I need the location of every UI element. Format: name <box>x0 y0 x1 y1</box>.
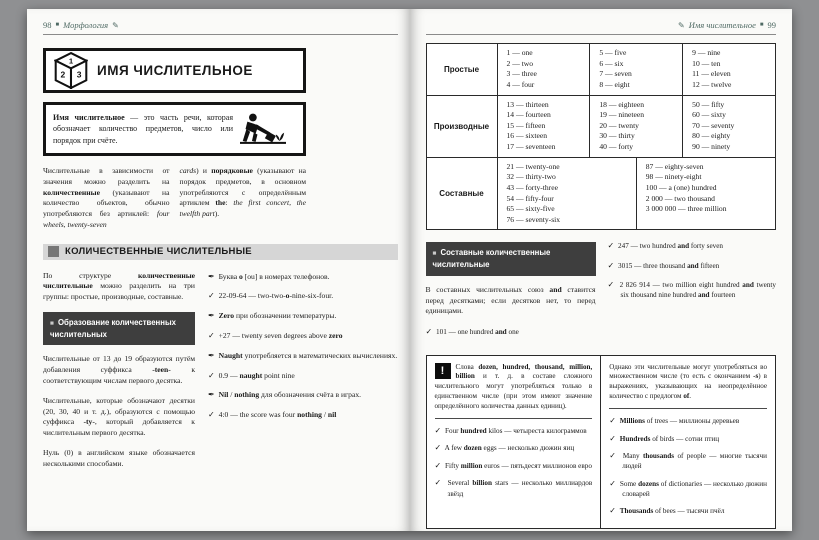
numeral-entry: 11 — eleven <box>692 69 731 79</box>
check-icon: ✓ <box>609 506 616 516</box>
paragraph: Числительные, которые обозначают десятки (20, 30, 40 и т. д.), образуются с помощью суффикса -ty-, который добавляется к числительным первого десятка. <box>43 395 195 438</box>
numeral-entry: 4 — four <box>506 79 535 89</box>
numeral-entry: 14 — fourteen <box>506 110 551 120</box>
numeral-entry: 80 — eighty <box>692 131 731 141</box>
chapter-title-box <box>43 48 306 93</box>
check-icon: ✓ <box>609 478 617 488</box>
svg-text:3: 3 <box>76 69 82 80</box>
small-square-icon: ■ <box>432 250 437 258</box>
compound-example <box>426 326 596 337</box>
example-item: ✓ Four hundred kilos — четыреста килограммов <box>434 426 587 436</box>
check-icon: ✓ <box>434 478 443 488</box>
numeral-entry: 76 — seventy-six <box>506 214 561 224</box>
numeral-entry: 3 — three <box>506 69 537 79</box>
numeral-entry: 21 — twenty-one <box>506 161 560 171</box>
example-item: ✓ +27 — twenty seven degrees above zero <box>208 331 343 341</box>
numeral-entry: 12 — twelve <box>692 79 732 89</box>
page-number: 98 <box>43 20 52 30</box>
numeral-entry: 7 — seven <box>599 69 632 79</box>
numeral-entry: 32 — thirty-two <box>506 172 556 182</box>
running-title: Имя числительное <box>688 20 756 30</box>
check-icon: ✓ <box>609 416 616 426</box>
paragraph: По структуре количественные числительные можно разделить на три группы: простые, производные, составные. <box>43 270 195 302</box>
table-row <box>427 95 776 157</box>
numeral-entry: 2 — two <box>506 58 534 68</box>
example-item: ✓ Fifty million euros — пятьдесят миллионов евро <box>434 460 592 470</box>
table-cell <box>497 158 636 230</box>
paragraph: В составных числительных союз and ставится перед десятками; если десятков нет, то перед единицами. <box>425 284 596 316</box>
numeral-entry: 2 000 — two thousand <box>645 193 715 203</box>
numeral-entry: 100 — a (one) hundred <box>645 182 717 192</box>
warning-box <box>426 355 777 530</box>
pen-icon: ✎ <box>112 20 119 30</box>
table-row-label: Производные <box>433 121 490 131</box>
svg-text:2: 2 <box>60 69 66 80</box>
check-icon: ✓ <box>607 241 615 251</box>
warning-intro: Однако эти числительные могут употребляться во множественном числе (то есть с окончанием -s) в выражениях, указывающих на неопределённое количество с предлогом of. <box>609 362 767 401</box>
check-icon: ✓ <box>607 260 615 270</box>
page-left <box>27 9 410 531</box>
intro-paragraph <box>43 166 306 231</box>
definition-text: Имя числительное — это часть речи, которая обозначает количество предметов, число или порядок при счёте. <box>53 113 233 145</box>
check-icon: ✓ <box>609 450 618 460</box>
warning-intro-wrap <box>609 363 767 403</box>
numeral-entry: 54 — fifty-four <box>506 193 554 203</box>
subsection-header-box <box>43 312 195 345</box>
page-header-left <box>43 19 398 31</box>
intro-column-2: cards) и порядковые (указывают на порядок предметов, в основном употребляются с определённым артиклем the: the first concert, the twelfth part). <box>179 166 306 219</box>
examples-column <box>208 271 398 479</box>
pen-icon: ✎ <box>677 20 685 30</box>
note-item: ✒ Zero при обозначении температуры. <box>208 311 337 321</box>
table-row <box>427 157 776 230</box>
example-item: ✓ Millions of trees — миллионы деревьев <box>609 416 740 426</box>
subsection-title: Образование количественных числительных <box>50 318 176 339</box>
definition-box <box>43 102 306 156</box>
numeral-entry: 17 — seventeen <box>506 142 556 151</box>
compound-theory-column <box>426 240 596 343</box>
numeral-entry: 18 — eighteen <box>599 99 645 109</box>
numeral-entry: 70 — seventy <box>692 120 735 130</box>
exclamation-badge: ! <box>435 363 451 379</box>
numeral-entry: 9 — nine <box>692 48 721 57</box>
numeral-entry: 15 — fifteen <box>506 120 546 130</box>
example-item: ✓ 4:0 — the score was four nothing / nil <box>208 410 337 420</box>
numbers-cube-icon <box>54 52 88 89</box>
paragraph: Числительные от 13 до 19 образуются путём добавления суффикса -teen- к соответствующим числам первого десятка. <box>43 354 196 386</box>
chapter-intro-block <box>43 48 306 231</box>
numeral-entry: 65 — sixty-five <box>506 204 555 214</box>
paragraph: Нуль (0) в английском языке обозначается несколькими способами. <box>43 447 195 468</box>
warning-column-2 <box>600 356 775 529</box>
page-right <box>410 9 793 531</box>
note-item: ✒ Буква o [ou] в номерах телефонов. <box>208 271 330 281</box>
check-icon: ✓ <box>434 426 442 436</box>
example-item: ✓ 247 — two hundred and forty seven <box>607 241 724 251</box>
pen-nib-icon: ✒ <box>208 311 215 321</box>
example-item: ✓ 2 826 914 — two million eight hundred and twenty six thousand nine hundred and fourteen <box>607 280 777 300</box>
table-cell <box>682 44 775 95</box>
subsection-header-box <box>426 242 596 275</box>
header-rule <box>43 34 398 35</box>
numeral-entry: 43 — forty-three <box>506 182 558 192</box>
book-spread <box>27 9 792 531</box>
page-header-right <box>426 19 777 31</box>
table-cell <box>589 44 682 95</box>
warning-examples <box>609 408 767 516</box>
check-icon: ✓ <box>607 280 616 290</box>
numeral-entry: 3 000 000 — three million <box>645 204 727 214</box>
numeral-entry: 98 — ninety-eight <box>645 172 702 182</box>
section-square-icon <box>48 246 59 257</box>
example-item: ✓ Thousands of bees — тысячи пчёл <box>609 506 725 516</box>
table-cell <box>497 96 590 157</box>
compound-section <box>426 240 777 343</box>
table-cell <box>682 96 775 157</box>
page-number: 99 <box>767 20 776 30</box>
numeral-entry: 1 — one <box>506 48 533 57</box>
table-cell <box>636 158 775 230</box>
numeral-entry: 5 — five <box>599 48 627 57</box>
numeral-entry: 19 — nineteen <box>599 110 645 120</box>
compound-examples-column <box>608 240 777 343</box>
numeral-entry: 20 — twenty <box>599 120 639 130</box>
table-row <box>427 44 776 95</box>
check-icon: ✓ <box>434 443 442 453</box>
check-icon: ✓ <box>208 331 215 341</box>
chapter-title: ИМЯ ЧИСЛИТЕЛЬНОЕ <box>97 63 253 78</box>
check-icon: ✓ <box>208 370 215 380</box>
example-item: ✓ 22-09-64 — two-two-o-nine-six-four. <box>208 291 334 301</box>
numeral-entry: 10 — ten <box>692 58 721 68</box>
section-header-bar <box>43 244 398 260</box>
check-icon: ✓ <box>425 327 433 337</box>
square-marker-icon: ■ <box>759 22 764 28</box>
example-item: ✓ 0.9 — naught point nine <box>208 370 295 380</box>
note-item: ✒ Nil / nothing для обозначения счёта в играх. <box>208 390 362 400</box>
digging-person-icon <box>240 112 286 146</box>
numeral-entry: 50 — fifty <box>692 99 725 109</box>
numeral-entry: 13 — thirteen <box>506 99 549 109</box>
numeral-entry: 8 — eight <box>599 79 630 89</box>
example-item: ✓ Hundreds of birds — сотни птиц <box>609 433 720 443</box>
numeral-entry: 40 — forty <box>599 142 634 151</box>
note-item: ✒ Naught употребляется в математических вычислениях. <box>208 350 398 360</box>
numeral-entry: 6 — six <box>599 58 624 68</box>
numeral-entry: 16 — sixteen <box>506 131 547 141</box>
numeral-entry: 60 — sixty <box>692 110 726 120</box>
example-item: ✓ Some dozens of dictionaries — несколько дюжин словарей <box>609 478 768 498</box>
left-page-columns <box>43 271 398 479</box>
pen-nib-icon: ✒ <box>208 390 215 400</box>
svg-text:1: 1 <box>68 56 74 66</box>
running-title: Морфология <box>63 20 109 30</box>
table-row-label: Составные <box>439 189 484 198</box>
check-icon: ✓ <box>609 433 616 443</box>
subsection-title: Составные количественные числительные <box>432 248 551 270</box>
example-item: ✓ 3015 — three thousand and fifteen <box>607 260 720 270</box>
header-rule <box>426 34 777 35</box>
pen-nib-icon: ✒ <box>208 271 215 281</box>
warning-intro-wrap <box>435 363 593 413</box>
table-row-label: Простые <box>443 64 480 74</box>
table-cell <box>497 44 590 95</box>
numeral-entry: 87 — eighty-seven <box>645 161 704 171</box>
small-square-icon: ■ <box>50 320 54 328</box>
section-title: КОЛИЧЕСТВЕННЫЕ ЧИСЛИТЕЛЬНЫЕ <box>65 246 252 258</box>
warning-intro: Слова dozen, hundred, thousand, million, billion и т. д. в составе сложного числительного могут употребляться только в единственном числе (при этом имеют значение определённого количества данных единиц). <box>434 362 593 411</box>
check-icon: ✓ <box>434 460 442 470</box>
example-item: ✓ A few dozen eggs — несколько дюжин яиц <box>434 443 575 453</box>
warning-column-1 <box>427 356 601 529</box>
table-cell <box>589 96 682 157</box>
check-icon: ✓ <box>208 410 215 420</box>
warning-examples <box>435 418 593 499</box>
example-item: ✓ 101 — one hundred and one <box>425 327 519 337</box>
numerals-table <box>426 43 777 230</box>
numeral-entry: 90 — ninety <box>692 142 731 151</box>
theory-column <box>43 271 195 479</box>
pen-nib-icon: ✒ <box>208 350 215 360</box>
check-icon: ✓ <box>208 291 215 301</box>
example-item: ✓ Many thousands of people — многие тысячи людей <box>609 450 768 471</box>
intro-column-1: Числительные в зависимости от значения можно разделить на количественные (указывают на количество объектов, обычно употребляются без артиклей: four wheels, twenty-seven <box>43 166 170 229</box>
numeral-entry: 30 — thirty <box>599 131 635 141</box>
square-marker-icon: ■ <box>55 22 60 28</box>
example-item: ✓ Several billion stars — несколько миллиардов звёзд <box>434 478 593 498</box>
